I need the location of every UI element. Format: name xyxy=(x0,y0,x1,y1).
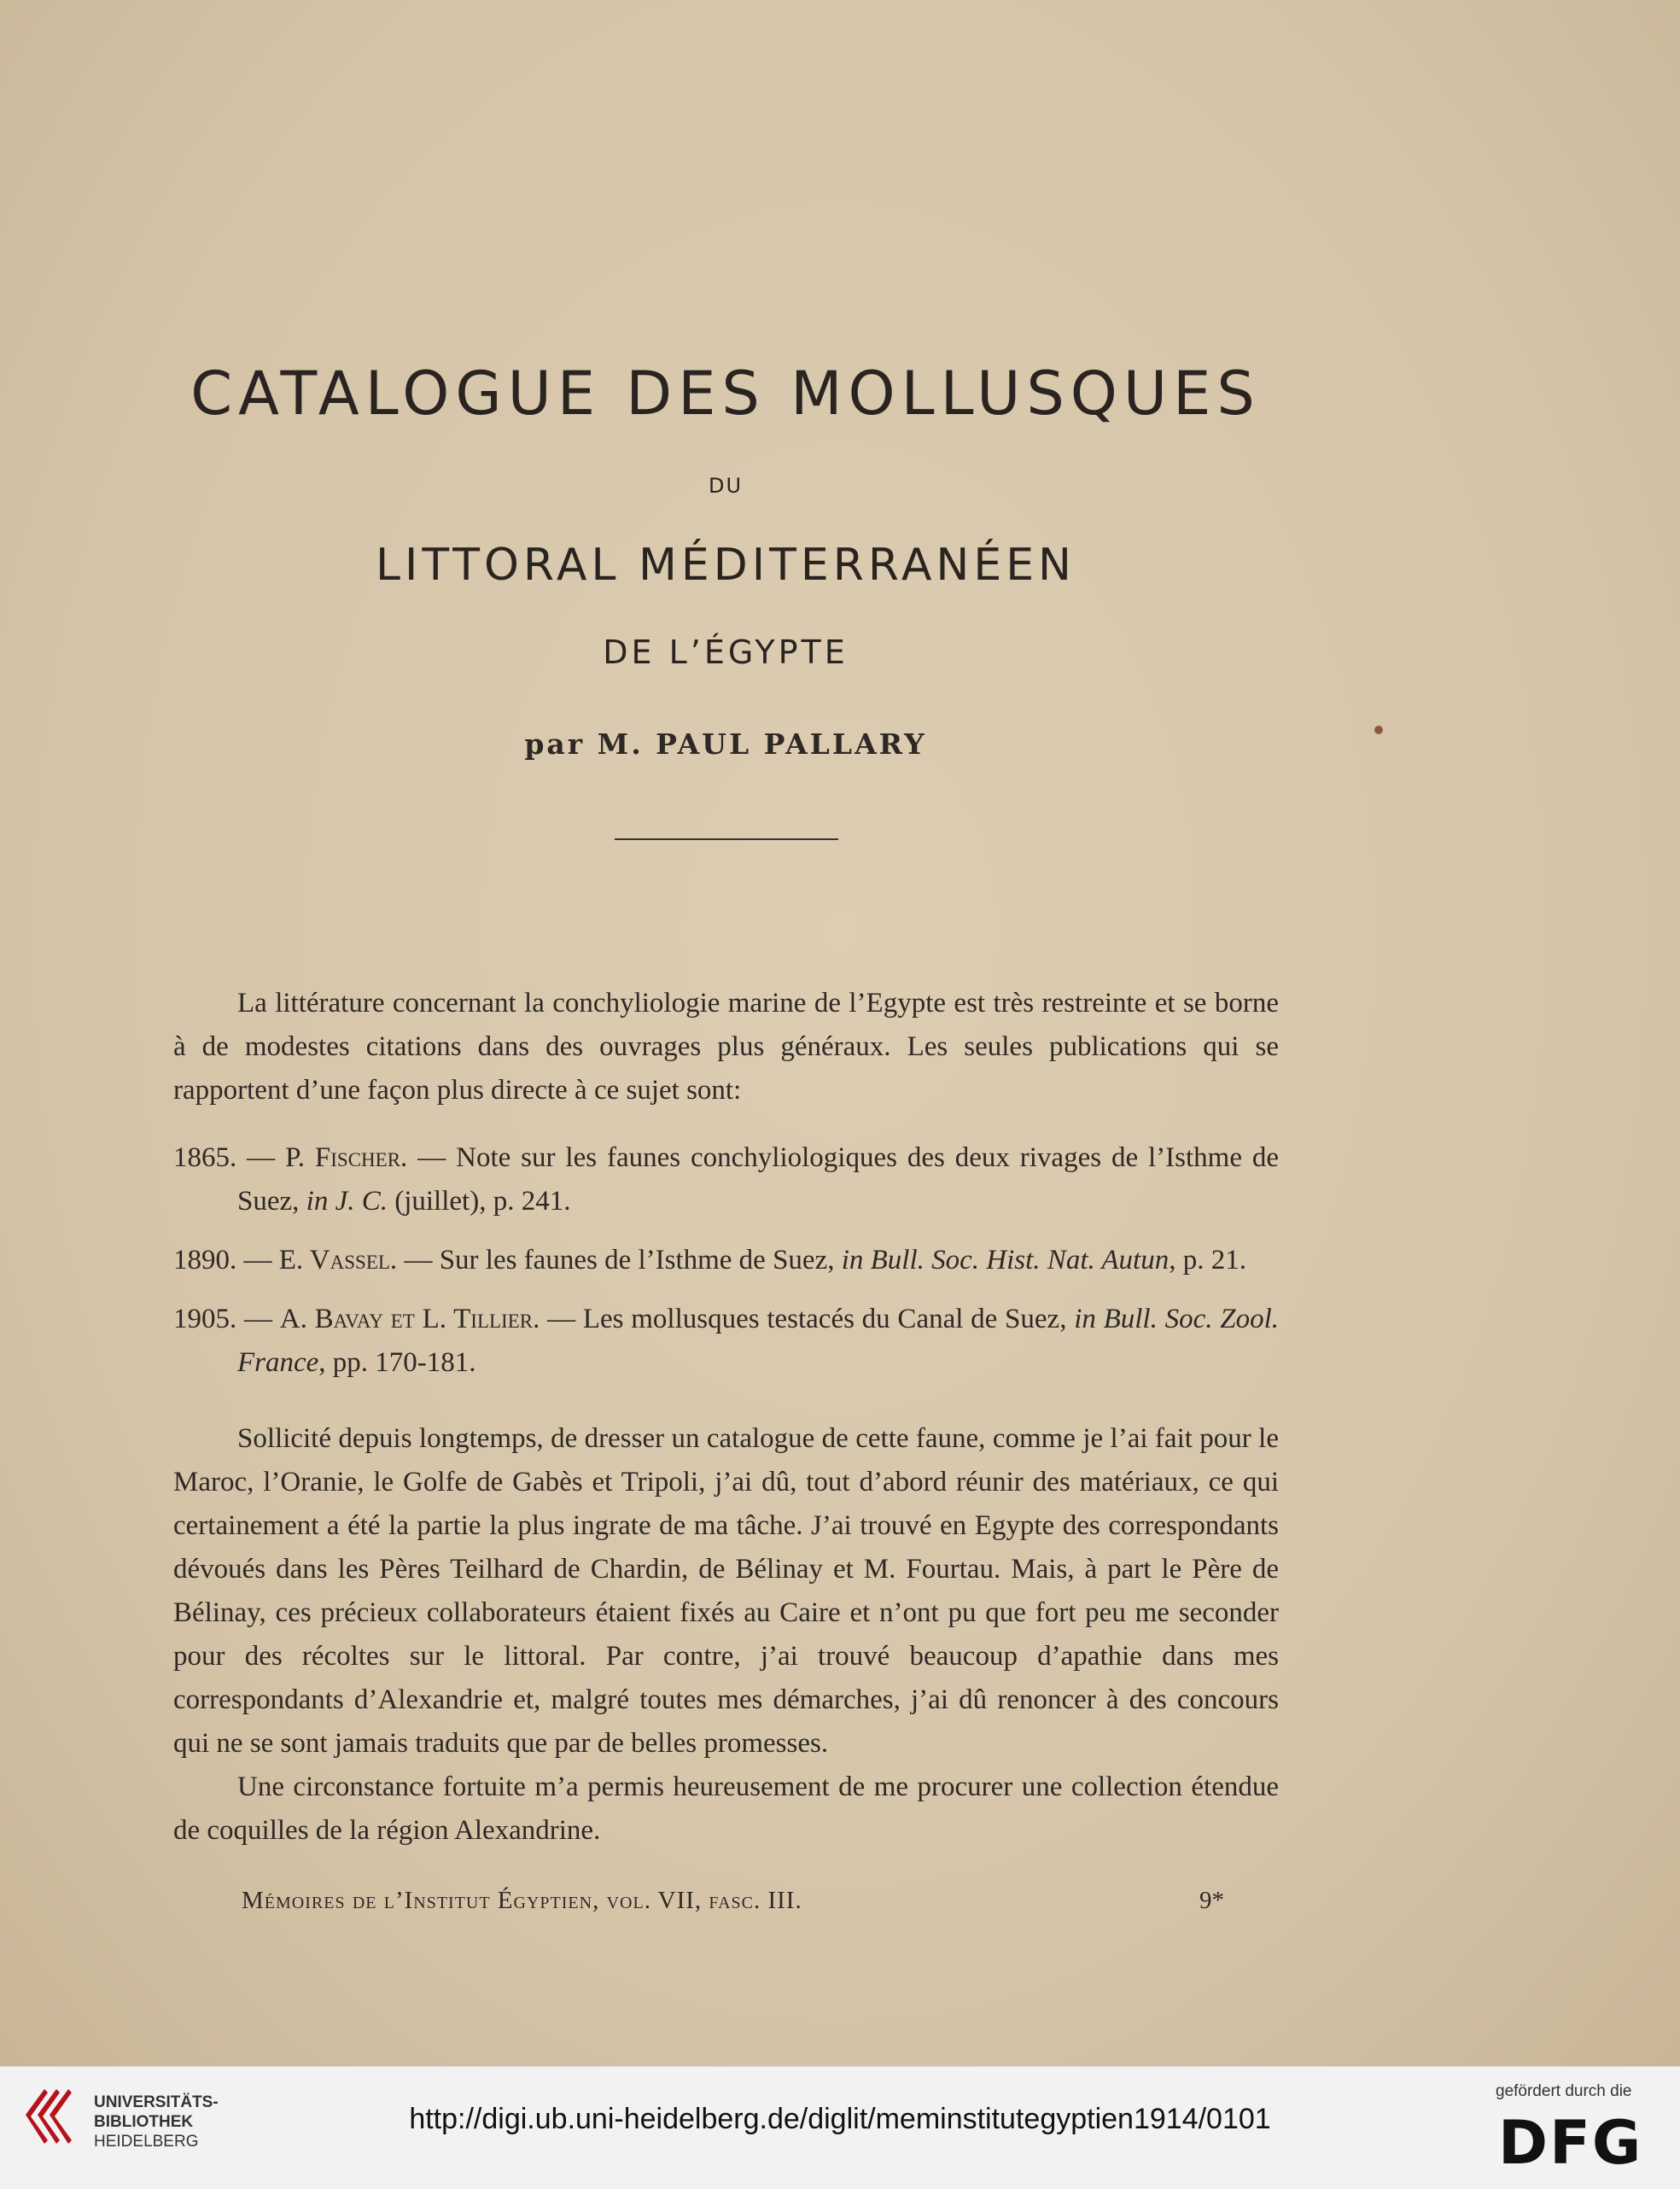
bib-source: in Bull. Soc. Zool. France xyxy=(237,1304,1280,1378)
paper-spot xyxy=(1374,726,1383,734)
permalink-url[interactable]: http://digi.ub.uni-heidelberg.de/diglit/meminstitutegyptien1914/0101 xyxy=(409,2103,1271,2135)
bib-source: in Bull. Soc. Hist. Nat. Autun xyxy=(841,1245,1170,1275)
library-line-2: BIBLIOTHEK xyxy=(94,2113,194,2131)
bib-author: P. Fischer. xyxy=(285,1142,408,1173)
bib-rest: , p. 21. xyxy=(1169,1245,1246,1275)
bib-text: Les mollusques testacés du Canal de Suez, xyxy=(582,1304,1075,1334)
library-line-3: HEIDELBERG xyxy=(94,2133,199,2151)
bib-year: 1890. — xyxy=(173,1245,279,1275)
bibliography-entry xyxy=(173,1136,1279,1223)
page-footer xyxy=(0,1887,1680,1929)
bibliography-entry xyxy=(173,1298,1279,1385)
bibliography-entry xyxy=(173,1239,1279,1282)
bib-dash: — xyxy=(540,1304,583,1334)
dfg-logo[interactable]: DFG xyxy=(1498,2108,1643,2178)
bib-year: 1865. — xyxy=(173,1142,286,1173)
bib-text: Sur les faunes de l’Isthme de Suez, xyxy=(439,1245,842,1275)
body-text xyxy=(173,982,1279,1853)
footer-citation: Mémoires de l’Institut Égyptien, vol. VII, fasc. III. xyxy=(242,1887,802,1914)
bib-author: A. Bavay et L. Tillier. xyxy=(279,1304,540,1334)
bib-rest: , pp. 170-181. xyxy=(318,1347,476,1378)
bib-author: E. Vassel. xyxy=(278,1245,398,1275)
title-rule xyxy=(615,838,838,840)
bib-text: Note sur les faunes conchyliologiques des deux rivages de l’Isthme de Suez, xyxy=(237,1142,1280,1217)
bib-year: 1905. — xyxy=(173,1304,280,1334)
paragraph-2: Sollicité depuis longtemps, de dresser un catalogue de cette faune, comme je l’ai fait pour le Maroc, l’Oranie, le Golfe de Gabès et Tripoli, j’ai dû, tout d’abord réunir des matériaux, ce qui certainement a été la partie la plus ingrate de ma tâche. J’ai trouvé en Egypte des correspondants dévoués dans les Pères Teilhard de Chardin, de Bélinay et M. Fourtau. Mais, à part le Père de Bélinay, ces précieux collaborateurs étaient fixés au Caire et n’ont pu que fort peu me seconder pour des récoltes sur le littoral. Par contre, j’ai trouvé beaucoup d’apathie dans mes correspondants d’Alexandrie et, malgré toutes mes démarches, j’ai dû renoncer à des concours qui ne se sont jamais traduits que par de belles promesses. xyxy=(173,1423,1279,1759)
bib-dash: — xyxy=(397,1245,440,1275)
bib-dash: — xyxy=(407,1142,457,1173)
viewer-footer-bar xyxy=(0,2066,1680,2189)
author-byline: par M. PAUL PALLARY xyxy=(524,727,927,761)
intro-paragraph: La littérature concernant la conchyliologie marine de l’Egypte est très restreinte et se borne à de modestes citations dans des ouvrages plus généraux. Les seules publications qui se rapportent d’une façon plus directe à ce sujet sont: xyxy=(173,988,1279,1106)
funder-caption: gefördert durch die xyxy=(1496,2082,1632,2100)
bibliography-list xyxy=(173,1136,1279,1385)
main-title: CATALOGUE DES MOLLUSQUES xyxy=(190,359,1261,429)
paragraph-3: Une circonstance fortuite m’a permis heureusement de me procurer une collection étendue de coquilles de la région Alexandrine. xyxy=(173,1772,1279,1846)
subtitle: LITTORAL MÉDITERRANÉEN xyxy=(376,540,1076,591)
bib-rest: (juillet), p. 241. xyxy=(387,1186,571,1217)
library-line-1: UNIVERSITÄTS- xyxy=(94,2093,219,2111)
title-du: DU xyxy=(708,474,744,498)
bib-source: in J. C. xyxy=(306,1186,388,1217)
page-number: 9* xyxy=(1199,1887,1224,1914)
subtitle-2: DE L’ÉGYPTE xyxy=(603,633,849,671)
